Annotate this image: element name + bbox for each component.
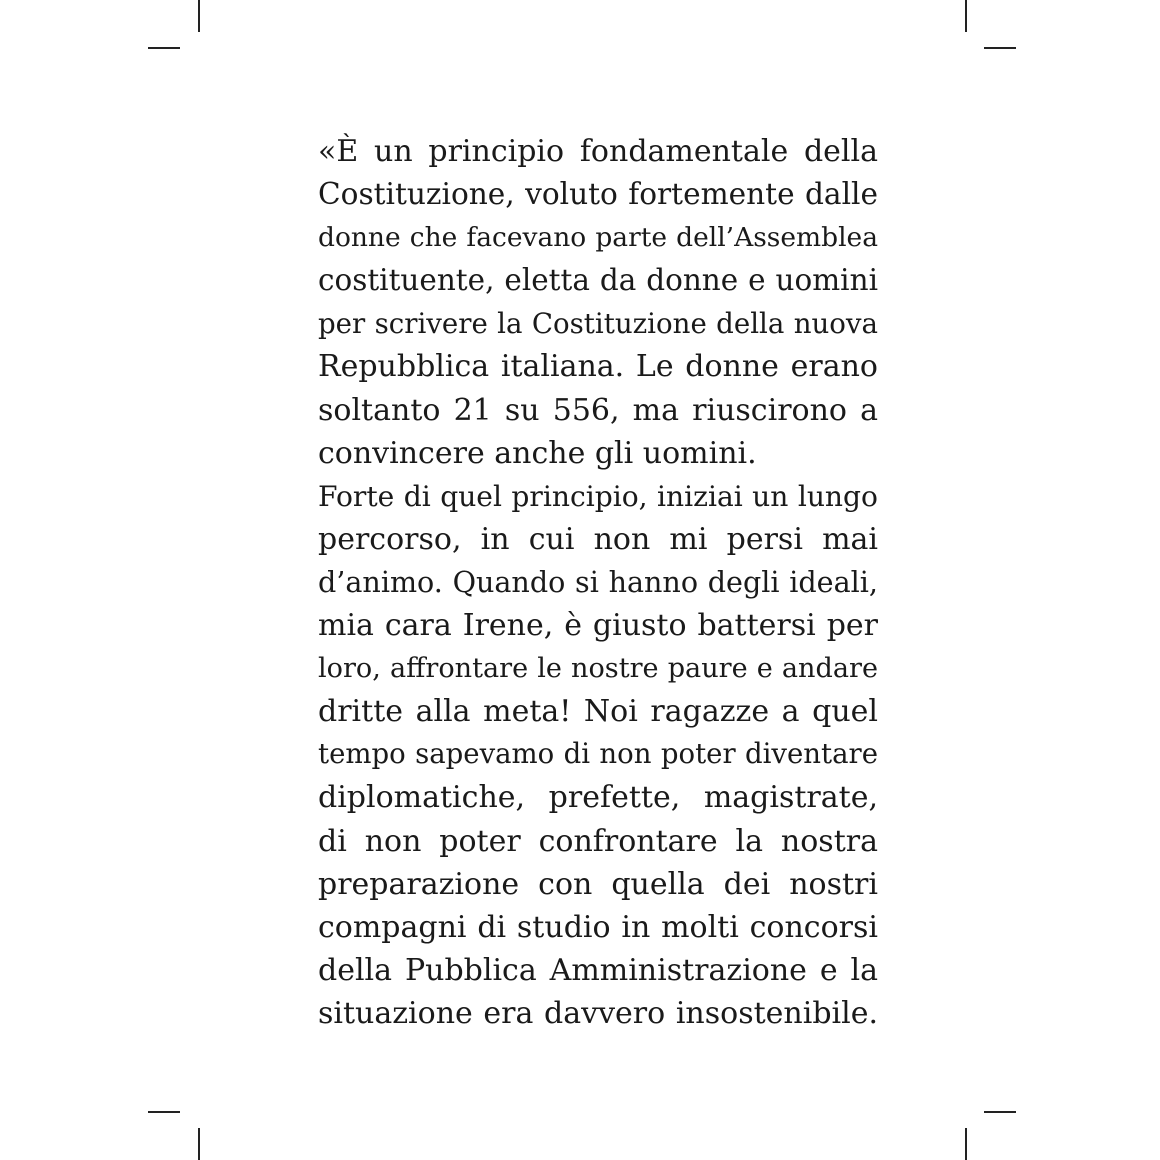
crop-mark-top-left-horizontal [148,47,180,49]
text-line: Repubblica italiana. Le donne erano [318,349,878,385]
text-line: donne che facevano parte dell’Assemblea [318,222,878,254]
crop-mark-bottom-left-horizontal [148,1111,180,1113]
text-line: diplomatiche, prefette, magistrate, [318,780,878,816]
text-line: percorso, in cui non mi persi mai [318,521,878,557]
text-line: loro, affrontare le nostre paure e andare [318,653,878,685]
text-line: Forte di quel principio, iniziai un lungo [318,479,878,513]
crop-mark-bottom-left-vertical [198,1128,200,1160]
text-line: d’animo. Quando si hanno degli ideali, [318,564,878,599]
text-line: della Pubblica Amministrazione e la [318,952,878,988]
crop-mark-top-right-horizontal [984,47,1016,49]
text-line: di non poter confrontare la nostra [318,823,878,859]
text-line: compagni di studio in molti concorsi [318,909,878,945]
text-line: «È un principio fondamentale della [318,134,878,169]
text-line: situazione era davvero insostenibile. [318,995,878,1031]
body-text [318,130,878,1035]
text-line: convincere anche gli uomini. [318,435,757,471]
text-line: soltanto 21 su 556, ma riuscirono a [318,392,878,428]
text-line: dritte alla meta! Noi ragazze a quel [318,694,878,730]
text-line: costituente, eletta da donne e uomini [318,263,878,298]
text-line: per scrivere la Costituzione della nuova [318,307,878,341]
text-line: tempo sapevamo di non poter diventare [318,738,878,771]
crop-mark-bottom-right-vertical [965,1128,967,1160]
text-line: Costituzione, voluto fortemente dalle [318,177,878,212]
text-line: mia cara Irene, è giusto battersi per [318,608,878,644]
crop-mark-top-left-vertical [198,0,200,32]
crop-mark-bottom-right-horizontal [984,1111,1016,1113]
text-line: preparazione con quella dei nostri [318,866,878,902]
crop-mark-top-right-vertical [965,0,967,32]
